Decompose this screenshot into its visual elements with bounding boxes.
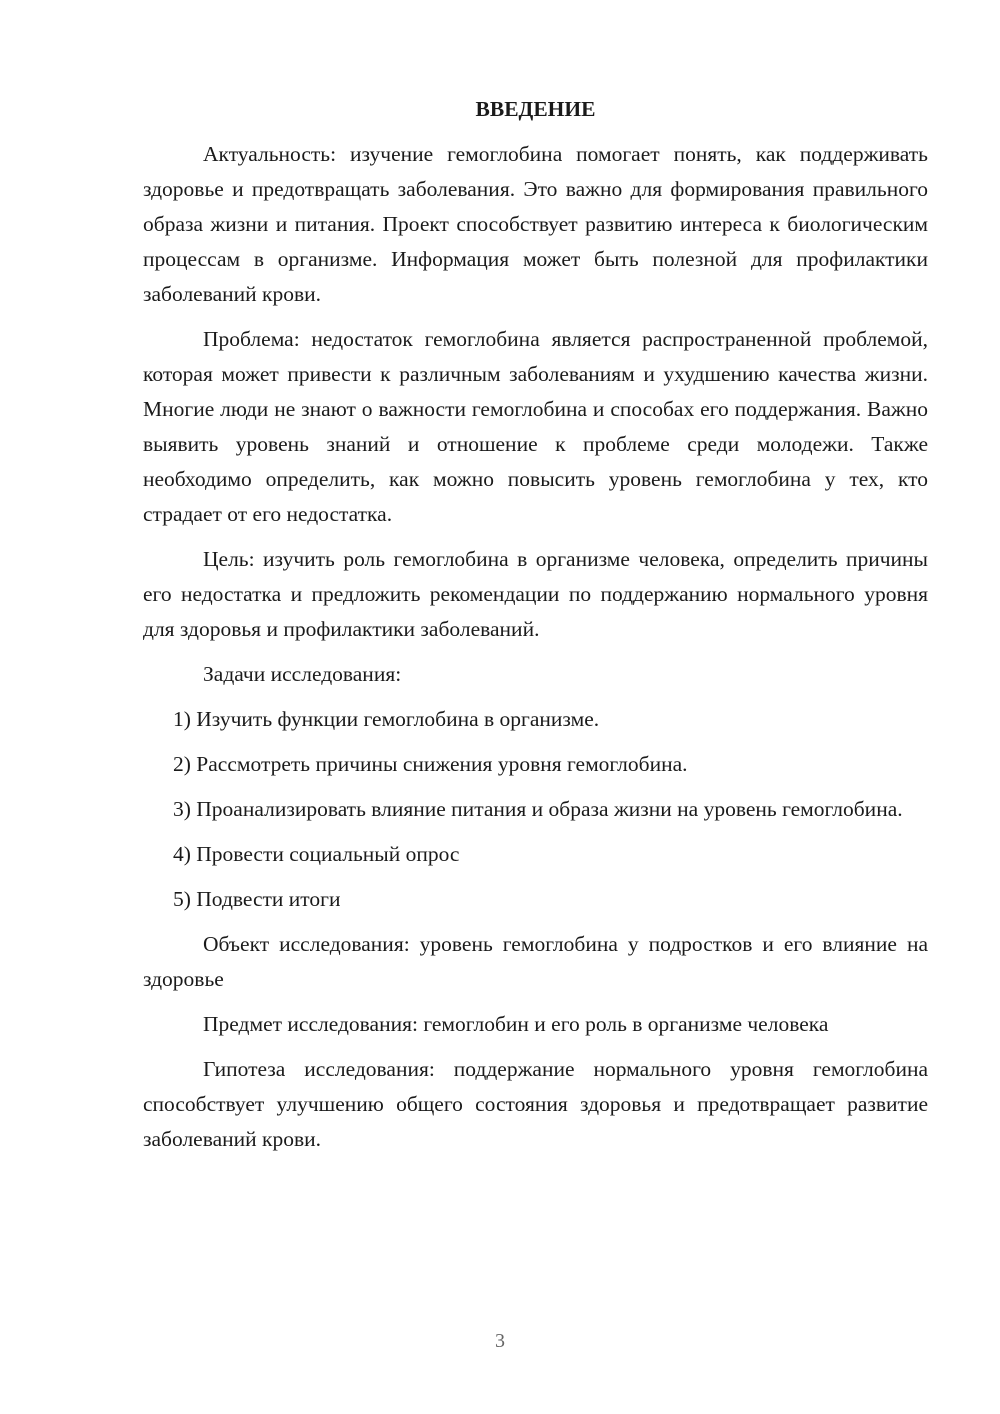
paragraph-problem: Проблема: недостаток гемоглобина является распространенной проблемой, которая может привести к различным заболеваниям и ухудшению качества жизни. Многие люди не знают о важности гемоглобина и способах его поддержания. Важно выявить уровень знаний и отношение к проблеме среди молодежи. Также необходимо определить, как можно повысить уровень гемоглобина у тех, кто страдает от его недостатка. — [143, 327, 928, 526]
paragraph-hypothesis: Гипотеза исследования: поддержание нормального уровня гемоглобина способствует улучшению общего состояния здоровья и предотвращает развитие заболеваний крови. — [143, 1057, 928, 1151]
paragraph-object: Объект исследования: уровень гемоглобина у подростков и его влияние на здоровье — [143, 932, 928, 991]
paragraph-subject: Предмет исследования: гемоглобин и его роль в организме человека — [203, 1012, 829, 1036]
page-title: ВВЕДЕНИЕ — [475, 97, 596, 121]
task-item-5: 5) Подвести итоги — [173, 887, 341, 911]
task-item-4: 4) Провести социальный опрос — [173, 842, 460, 866]
page-number: 3 — [495, 1330, 505, 1352]
paragraph-goal: Цель: изучить роль гемоглобина в организме человека, определить причины его недостатка и предложить рекомендации по поддержанию нормального уровня для здоровья и профилактики заболеваний. — [143, 547, 928, 641]
paragraph-relevance: Актуальность: изучение гемоглобина помогает понять, как поддерживать здоровье и предотвращать заболевания. Это важно для формирования правильного образа жизни и питания. Проект способствует развитию интереса к биологическим процессам в организме. Информация может быть полезной для профилактики заболеваний крови. — [143, 142, 928, 306]
page-content — [143, 92, 928, 1167]
task-item-1: 1) Изучить функции гемоглобина в организме. — [173, 707, 600, 731]
tasks-heading: Задачи исследования: — [203, 662, 402, 686]
task-item-2: 2) Рассмотреть причины снижения уровня гемоглобина. — [173, 752, 688, 776]
task-item-3: 3) Проанализировать влияние питания и образа жизни на уровень гемоглобина. — [173, 797, 903, 821]
